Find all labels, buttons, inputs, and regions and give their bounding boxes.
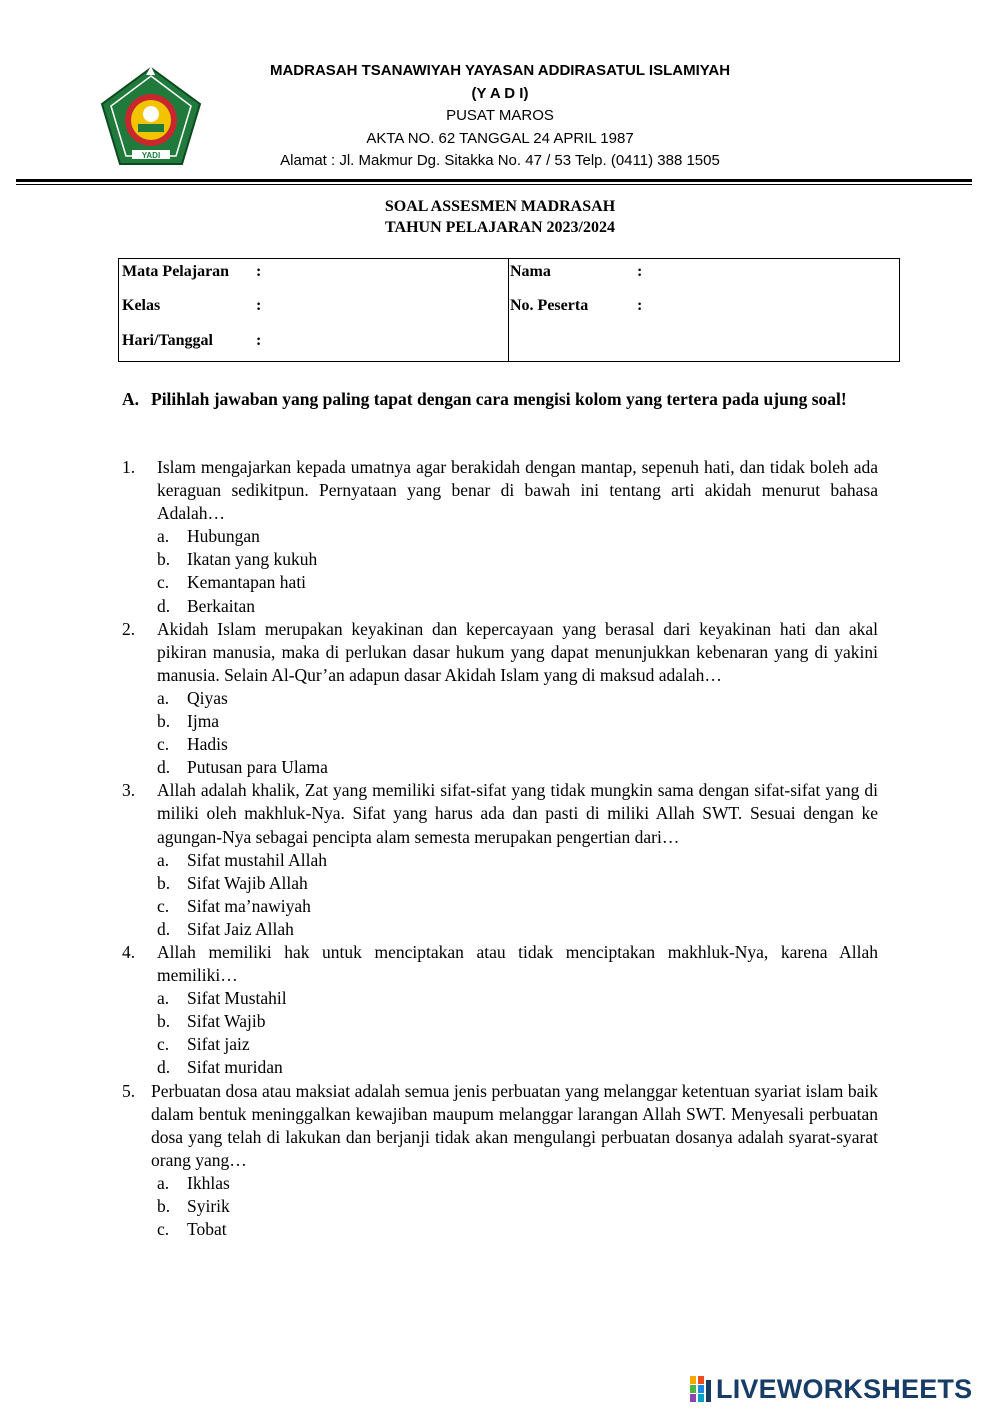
header-rule-thick	[16, 179, 972, 182]
question-text: Allah adalah khalik, Zat yang memiliki sifat-sifat yang tidak mungkin sama dengan sifat-sifat yang di miliki oleh makhluk-Nya. Sifat yang harus ada dan pasti di miliki Allah SWT. Sesuai dengan ke agungan-Nya sebagai pencipta alam semesta merupakan pengertian dari…	[157, 780, 878, 847]
option-letter: a.	[157, 988, 170, 1009]
option-text: Kemantapan hati	[187, 572, 307, 593]
option-letter: c.	[157, 1034, 170, 1055]
option-letter: d.	[157, 918, 171, 939]
school-deed: AKTA NO. 62 TANGGAL 24 APRIL 1987	[366, 129, 634, 147]
answer-option	[122, 548, 878, 571]
question-number: 2.	[122, 618, 136, 639]
option-text: Sifat Jaiz Allah	[187, 918, 294, 939]
option-text: Sifat jaiz	[187, 1034, 250, 1055]
question-text: Allah memiliki hak untuk menciptakan atau tidak menciptakan makhluk-Nya, karena Allah memiliki…	[157, 941, 878, 986]
label-no-peserta: No. Peserta	[510, 297, 589, 314]
answer-option	[122, 1056, 878, 1079]
identity-box-divider	[508, 259, 509, 361]
answer-option	[122, 918, 878, 941]
school-logo	[98, 64, 204, 170]
student-identity-box	[118, 258, 900, 362]
liveworksheets-icon	[690, 1376, 712, 1402]
label-mata-pelajaran: Mata Pelajaran	[122, 263, 230, 280]
option-text: Putusan para Ulama	[187, 757, 328, 778]
colon-no-peserta: :	[637, 297, 643, 314]
option-text: Qiyas	[187, 687, 228, 708]
question-number: 1.	[122, 457, 136, 477]
option-letter: b.	[157, 549, 171, 570]
option-text: Syirik	[187, 1196, 230, 1216]
question-item	[122, 456, 878, 525]
option-text: Hadis	[187, 734, 228, 755]
answer-option	[122, 733, 878, 756]
answer-option	[122, 1172, 878, 1195]
option-text: Ikhlas	[187, 1172, 230, 1193]
answer-option	[122, 895, 878, 918]
option-letter: b.	[157, 1196, 171, 1216]
option-letter: d.	[157, 1057, 171, 1078]
question-number: 3.	[122, 780, 136, 801]
option-text: Sifat Wajib Allah	[187, 872, 308, 893]
answer-option	[122, 710, 878, 733]
option-text: Berkaitan	[187, 595, 256, 616]
answer-option	[122, 595, 878, 618]
liveworksheets-brand	[690, 1372, 972, 1406]
answer-option	[122, 1010, 878, 1033]
option-letter: c.	[157, 895, 170, 916]
option-text: Sifat mustahil Allah	[187, 849, 327, 870]
question-item	[122, 618, 878, 687]
option-text: Ikatan yang kukuh	[187, 549, 318, 570]
question-item	[122, 1080, 878, 1172]
question-text: Islam mengajarkan kepada umatnya agar berakidah dengan mantap, sepenuh hati, dan tidak boleh ada keraguan sedikitpun. Pernyataan yang benar di bawah ini tentang arti akidah menurut bahasa Adalah…	[157, 457, 878, 524]
question-item	[122, 779, 878, 848]
answer-option	[122, 1033, 878, 1056]
option-text: Sifat Mustahil	[187, 988, 287, 1009]
question-text: Akidah Islam merupakan keyakinan dan kepercayaan yang berasal dari keyakinan hati dan akal pikiran manusia, maka di perlukan dasar hukum yang dapat menunjukkan kebenaran yang di yakini manusia. Selain Al-Qur’an adapun dasar Akidah Islam yang di maksud adalah…	[157, 618, 878, 685]
option-letter: d.	[157, 595, 171, 616]
colon-hari-tanggal: :	[256, 332, 262, 349]
question-number: 4.	[122, 941, 136, 962]
answer-option	[122, 872, 878, 895]
option-text: Sifat muridan	[187, 1057, 283, 1078]
school-address: Alamat : Jl. Makmur Dg. Sitakka No. 47 / 53 Telp. (0411) 388 1505	[280, 152, 720, 169]
answer-option	[122, 571, 878, 594]
option-letter: b.	[157, 711, 171, 732]
question-list	[122, 456, 878, 1241]
option-letter: b.	[157, 1011, 171, 1032]
section-a-instruction	[122, 388, 878, 411]
option-letter: b.	[157, 872, 171, 893]
exam-title	[250, 196, 750, 238]
school-abbreviation: (Y A D I)	[471, 84, 529, 102]
label-nama: Nama	[510, 263, 551, 280]
header-rule-thin	[16, 184, 972, 185]
colon-mata-pelajaran: :	[256, 263, 262, 280]
exam-title-line1: SOAL ASSESMEN MADRASAH	[384, 198, 616, 215]
option-letter: c.	[157, 734, 170, 755]
school-location: PUSAT MAROS	[446, 107, 554, 124]
option-text: Tobat	[187, 1219, 227, 1240]
label-hari-tanggal: Hari/Tanggal	[122, 332, 213, 349]
question-text: Perbuatan dosa atau maksiat adalah semua jenis perbuatan yang melanggar ketentuan syariat islam baik dalam bentuk meninggalkan kewajiban maupum melanggar larangan Allah SWT. Menyesali perbuatan dosa yang telah di lakukan dan berjanji tidak akan mengulangi perbuatan dosanya adalah syarat-syarat orang yang…	[151, 1080, 878, 1170]
option-letter: c.	[157, 572, 170, 593]
section-instruction-text: Pilihlah jawaban yang paling tapat dengan cara mengisi kolom yang tertera pada ujung soal!	[151, 389, 847, 409]
label-kelas: Kelas	[122, 297, 161, 314]
option-letter: a.	[157, 1172, 170, 1193]
letterhead	[230, 60, 770, 173]
option-text: Sifat Wajib	[187, 1011, 266, 1032]
answer-option	[122, 687, 878, 710]
option-letter: a.	[157, 526, 170, 547]
option-text: Ijma	[187, 711, 220, 732]
answer-option	[122, 987, 878, 1010]
option-letter: c.	[157, 1219, 170, 1240]
option-text: Sifat ma’nawiyah	[187, 895, 311, 916]
answer-option	[122, 525, 878, 548]
logo-text: YADI	[141, 151, 161, 160]
answer-option	[122, 756, 878, 779]
liveworksheets-wordmark: LIVEWORKSHEETS	[716, 1373, 973, 1404]
section-letter: A.	[122, 389, 140, 409]
answer-option	[122, 1218, 878, 1241]
answer-option	[122, 1195, 878, 1218]
colon-kelas: :	[256, 297, 262, 314]
question-item	[122, 941, 878, 987]
colon-nama: :	[637, 263, 643, 280]
school-name: MADRASAH TSANAWIYAH YAYASAN ADDIRASATUL ISLAMIYAH	[269, 62, 731, 79]
option-text: Hubungan	[187, 526, 260, 547]
option-letter: d.	[157, 757, 171, 778]
exam-title-line2: TAHUN PELAJARAN 2023/2024	[385, 219, 615, 236]
question-number: 5.	[122, 1080, 136, 1101]
option-letter: a.	[157, 687, 170, 708]
option-letter: a.	[157, 849, 170, 870]
answer-option	[122, 849, 878, 872]
